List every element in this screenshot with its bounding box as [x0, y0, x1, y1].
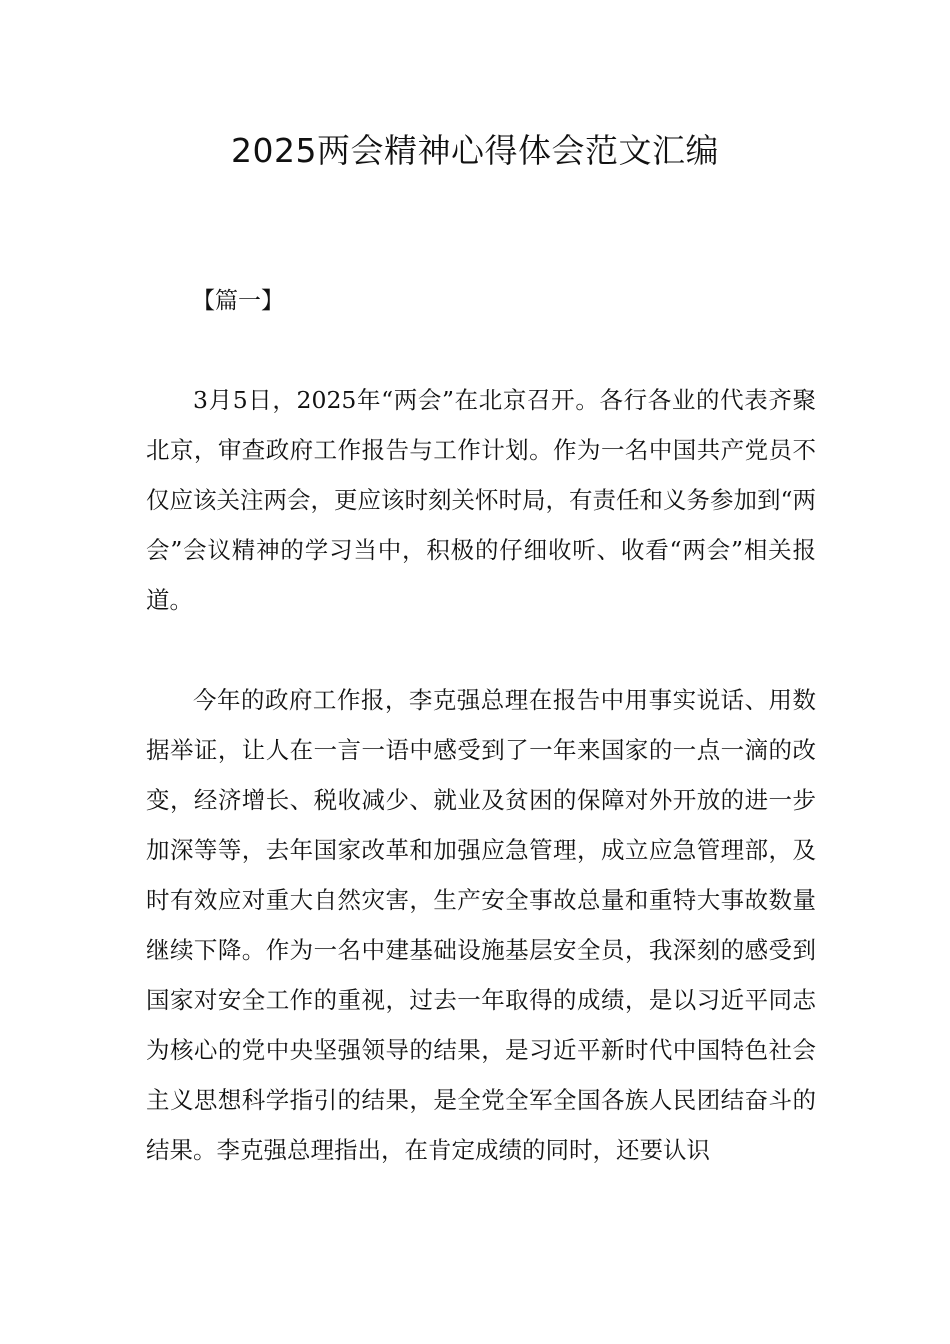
section-heading: 【篇一】	[192, 288, 284, 314]
paragraph-1: 3月5日，2025年“两会”在北京召开。各行各业的代表齐聚北京，审查政府工作报告与工作计划。作为一名中国共产党员不仅应该关注两会，更应该时刻关怀时局，有责任和义务参加到“两会”会议精神的学习当中，积极的仔细收听、收看“两会”相关报道。	[146, 386, 817, 614]
document-title: 2025两会精神心得体会范文汇编	[231, 131, 719, 170]
paragraph-2: 今年的政府工作报，李克强总理在报告中用事实说话、用数据举证，让人在一言一语中感受到了一年来国家的一点一滴的改变，经济增长、税收减少、就业及贫困的保障对外开放的进一步加深等等，去年国家改革和加强应急管理，成立应急管理部，及时有效应对重大自然灾害，生产安全事故总量和重特大事故数量继续下降。作为一名中建基础设施基层安全员，我深刻的感受到国家对安全工作的重视，过去一年取得的成绩，是以习近平同志为核心的党中央坚强领导的结果，是习近平新时代中国特色社会主义思想科学指引的结果，是全党全军全国各族人民团结奋斗的结果。李克强总理指出，在肯定成绩的同时，还要认识	[146, 686, 816, 1164]
